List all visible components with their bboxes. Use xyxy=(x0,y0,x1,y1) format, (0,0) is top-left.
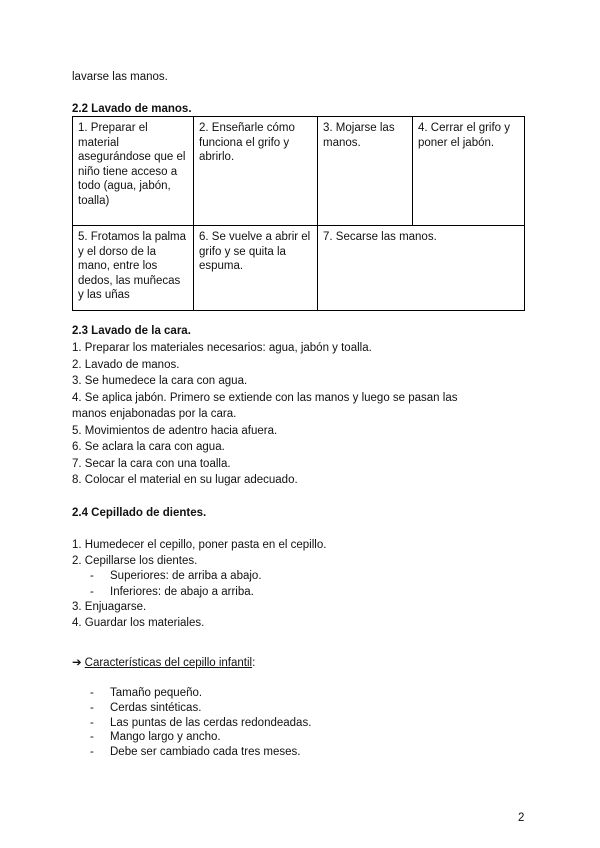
dash-bullet: - xyxy=(90,731,94,744)
table-cell: 4. Cerrar el grifo y poner el jabón. xyxy=(413,117,525,226)
dash-bullet: - xyxy=(90,687,94,699)
characteristics-list xyxy=(90,686,311,760)
hand-washing-table xyxy=(72,116,525,311)
characteristics-colon: : xyxy=(252,657,256,669)
dash-bullet: - xyxy=(90,570,94,583)
list-item: 2. Lavado de manos. xyxy=(72,358,180,371)
list-item-text: Las puntas de las cerdas redondeadas. xyxy=(110,716,312,729)
list-item: 8. Colocar el material en su lugar adecuado. xyxy=(72,474,298,486)
sub-list-item xyxy=(72,569,326,585)
table-cell: 6. Se vuelve a abrir el grifo y se quita la espuma. xyxy=(194,226,318,311)
dash-bullet: - xyxy=(90,746,94,759)
list-item-text: Cerdas sintéticas. xyxy=(110,701,202,714)
list-item: 4. Se aplica jabón. Primero se extiende con las manos y luego se pasan las xyxy=(72,391,458,404)
dash-bullet: - xyxy=(90,585,94,598)
list-item xyxy=(90,686,311,701)
arrow-icon: ➔ xyxy=(72,655,82,669)
list-item: manos enjabonadas por la cara. xyxy=(72,408,237,420)
list-item xyxy=(90,730,311,745)
page-number: 2 xyxy=(518,812,525,824)
table-row xyxy=(73,117,525,226)
teeth-brushing-list xyxy=(72,538,326,632)
table-cell: 2. Enseñarle cómo funciona el grifo y abrirlo. xyxy=(194,117,318,226)
list-item-text: Tamaño pequeño. xyxy=(110,687,203,699)
list-item: 5. Movimientos de adentro hacia afuera. xyxy=(72,424,278,437)
sub-item-text: Superiores: de arriba a abajo. xyxy=(110,570,262,583)
list-item xyxy=(90,716,311,731)
intro-line: lavarse las manos. xyxy=(72,71,168,83)
table-cell: 5. Frotamos la palma y el dorso de la mano, entre los dedos, las muñecas y las uñas xyxy=(73,226,194,311)
dash-bullet: - xyxy=(90,701,94,714)
list-item: 2. Cepillarse los dientes. xyxy=(72,554,198,567)
face-washing-list xyxy=(72,340,457,489)
section-2-3-heading: 2.3 Lavado de la cara. xyxy=(72,325,191,337)
list-item: 3. Se humedece la cara con agua. xyxy=(72,375,248,387)
table-cell: 3. Mojarse las manos. xyxy=(318,117,413,226)
list-item-text: Debe ser cambiado cada tres meses. xyxy=(110,746,301,759)
table-row xyxy=(73,226,525,311)
list-item: 1. Humedecer el cepillo, poner pasta en el cepillo. xyxy=(72,539,327,551)
characteristics-heading: Características del cepillo infantil xyxy=(84,657,253,669)
list-item: 7. Secar la cara con una toalla. xyxy=(72,457,231,470)
sub-item-text: Inferiores: de abajo a arriba. xyxy=(110,585,254,598)
dash-bullet: - xyxy=(90,716,94,729)
list-item: 4. Guardar los materiales. xyxy=(72,616,205,629)
table-cell: 1. Preparar el material asegurándose que el niño tiene acceso a todo (agua, jabón, toalla) xyxy=(73,117,194,226)
list-item xyxy=(90,701,311,716)
list-item: 6. Se aclara la cara con agua. xyxy=(72,441,225,453)
list-item xyxy=(90,745,311,760)
table-cell: 7. Secarse las manos. xyxy=(318,226,525,311)
list-item: 3. Enjuagarse. xyxy=(72,601,147,614)
section-2-4-heading: 2.4 Cepillado de dientes. xyxy=(72,507,207,519)
sub-list-item xyxy=(72,585,326,601)
list-item: 1. Preparar los materiales necesarios: agua, jabón y toalla. xyxy=(72,342,372,354)
characteristics-title xyxy=(72,654,255,672)
list-item-text: Mango largo y ancho. xyxy=(110,731,221,744)
section-2-2-heading: 2.2 Lavado de manos. xyxy=(72,103,192,115)
